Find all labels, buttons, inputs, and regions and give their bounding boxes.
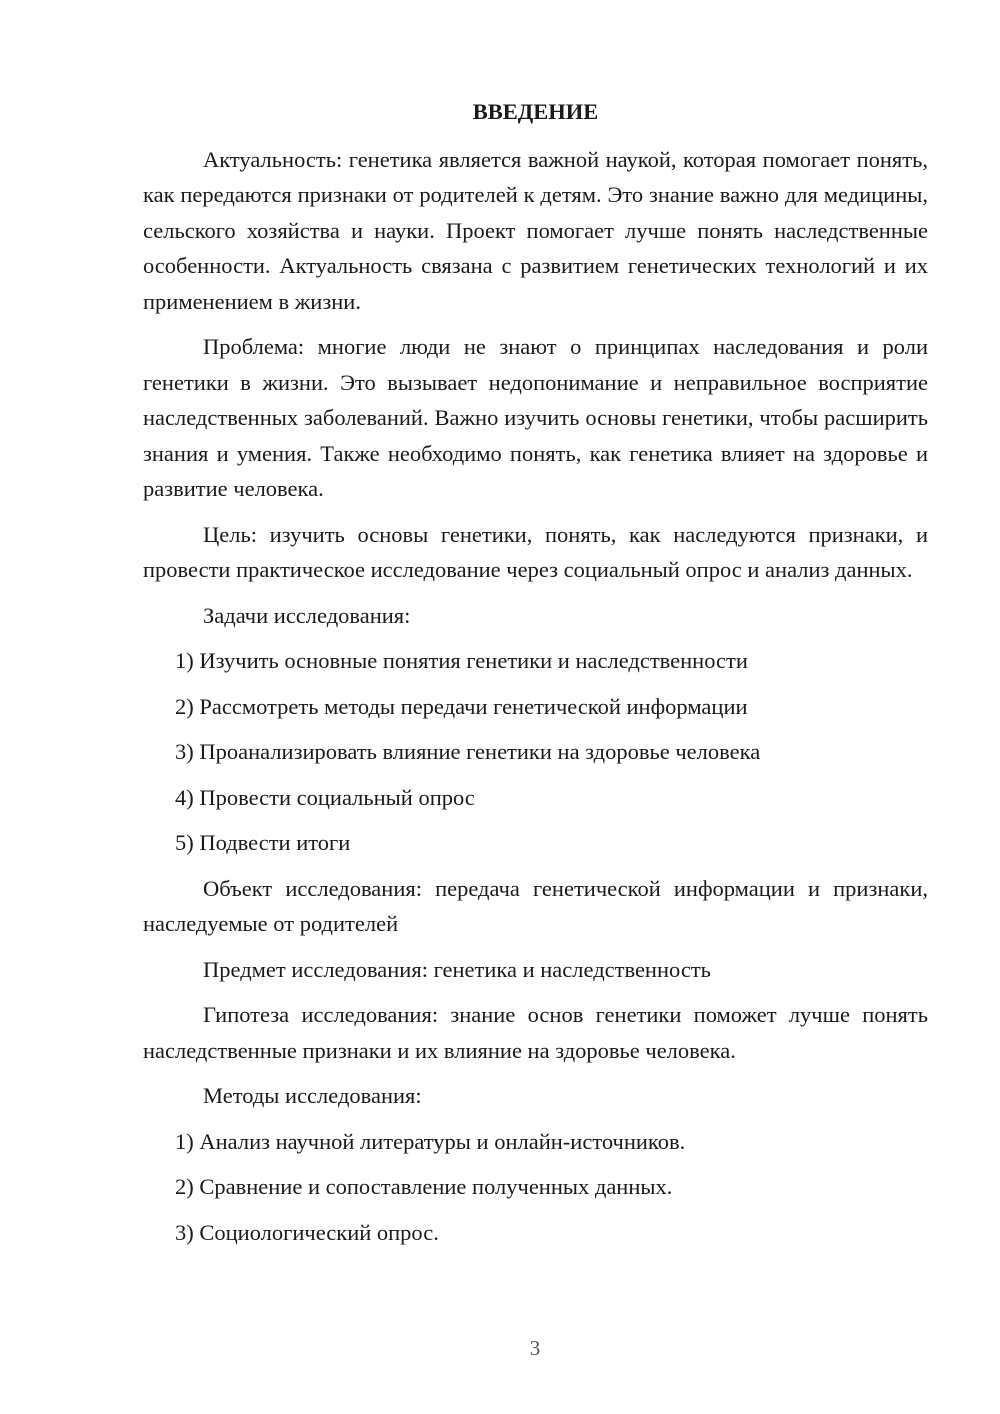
methods-heading: Методы исследования:	[203, 1083, 422, 1108]
list-item: 1) Изучить основные понятия генетики и наследственности	[175, 648, 748, 673]
list-item: 2) Сравнение и сопоставление полученных данных.	[175, 1174, 673, 1199]
page-number: 3	[529, 1336, 541, 1360]
tasks-list	[143, 643, 928, 861]
methods-list	[143, 1124, 928, 1251]
relevance-paragraph: Актуальность: генетика является важной наукой, которая помогает понять, как передаются признаки от родителей к детям. Это знание важно для медицины, сельского хозяйства и науки. Проект помогает лучше понять наследственные особенности. Актуальность связана с развитием генетических технологий и их применением в жизни.	[143, 146, 928, 314]
list-item: 3) Социологический опрос.	[175, 1219, 439, 1245]
tasks-heading: Задачи исследования:	[203, 602, 411, 628]
list-item: 2) Рассмотреть методы передачи генетической информации	[175, 693, 748, 719]
list-item: 1) Анализ научной литературы и онлайн-источников.	[175, 1128, 686, 1154]
problem-paragraph: Проблема: многие люди не знают о принципах наследования и роли генетики в жизни. Это вызывает недопонимание и неправильное восприятие наследственных заболеваний. Важно изучить основы генетики, чтобы расширить знания и умения. Также необходимо понять, как генетика влияет на здоровье и развитие человека.	[143, 334, 928, 501]
hypothesis-paragraph: Гипотеза исследования: знание основ генетики поможет лучше понять наследственные признаки и их влияние на здоровье человека.	[143, 1002, 928, 1063]
page-title: ВВЕДЕНИЕ	[472, 99, 599, 124]
list-item: 5) Подвести итоги	[175, 830, 351, 855]
list-item: 4) Провести социальный опрос	[175, 784, 475, 810]
object-paragraph: Объект исследования: передача генетической информации и признаки, наследуемые от родителей	[143, 875, 928, 936]
goal-paragraph: Цель: изучить основы генетики, понять, как наследуются признаки, и провести практическое исследование через социальный опрос и анализ данных.	[143, 521, 928, 582]
list-item: 3) Проанализировать влияние генетики на здоровье человека	[175, 739, 761, 764]
page-content	[143, 94, 928, 1260]
subject-paragraph: Предмет исследования: генетика и наследственность	[203, 956, 711, 982]
